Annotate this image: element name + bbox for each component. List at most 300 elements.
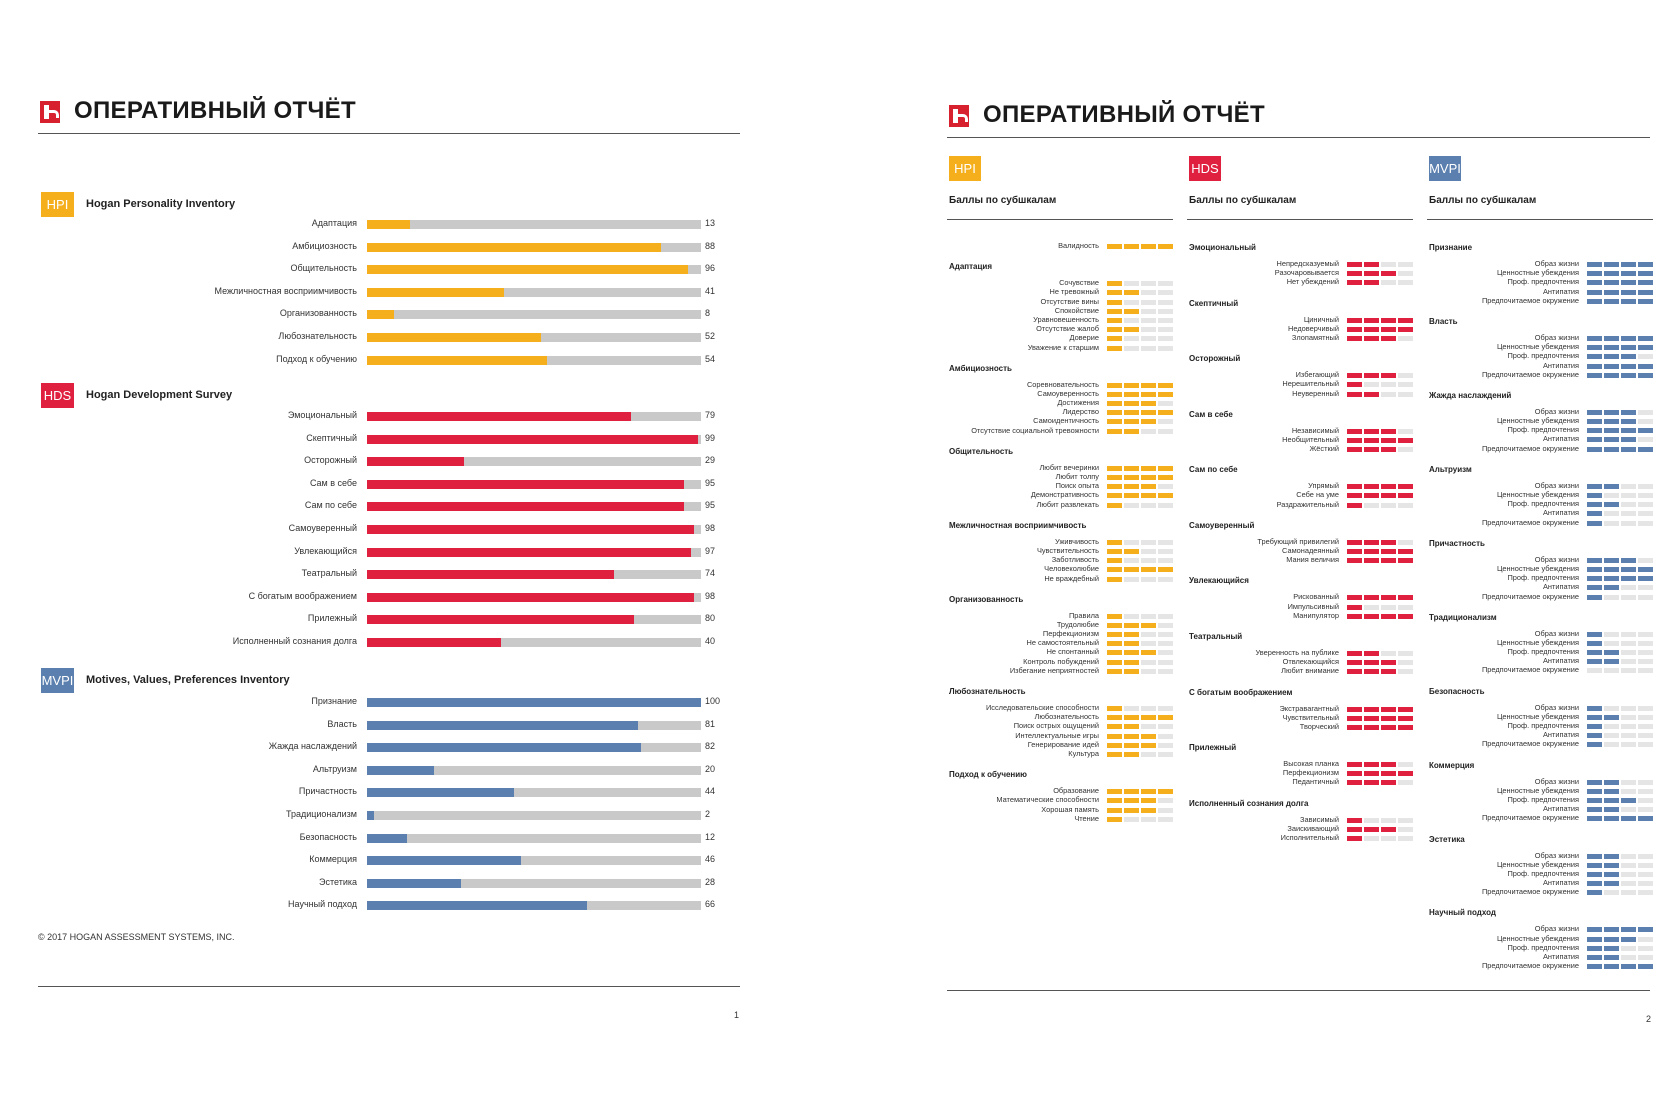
score-segment: [1381, 503, 1396, 508]
column-subtitle: Баллы по субшкалам: [1189, 195, 1297, 206]
subscale-group: [1187, 631, 1413, 677]
subscale-segments: [1587, 364, 1653, 369]
page-number: 2: [1646, 1014, 1652, 1024]
subscale-label: Чтение: [1074, 813, 1099, 823]
subscale-group: [1427, 390, 1653, 454]
scale-label: Жажда наслаждений: [268, 741, 357, 752]
score-segment: [1398, 716, 1413, 721]
score-segment: [1621, 410, 1636, 415]
score-segment: [1604, 863, 1619, 868]
score-segment: [1141, 669, 1156, 674]
subscale-row: [1427, 426, 1653, 435]
scale-row: [38, 521, 740, 537]
subscale-segments: [1347, 614, 1413, 619]
copyright: © 2017 HOGAN ASSESSMENT SYSTEMS, INC.: [38, 932, 235, 942]
scale-bar-fill: [367, 356, 547, 365]
score-segment: [1638, 373, 1653, 378]
score-segment: [1124, 706, 1139, 711]
scale-label: Исполненный сознания долга: [232, 636, 357, 646]
score-segment: [1587, 668, 1602, 673]
subscale-segments: [1587, 336, 1653, 341]
subscale-label: Себе на уме: [1296, 490, 1339, 500]
score-segment: [1587, 946, 1602, 951]
score-segment: [1621, 290, 1636, 295]
score-segment: [1124, 484, 1139, 489]
scale-label: Эмоциональный: [287, 410, 357, 420]
subscale-segments: [1347, 336, 1413, 341]
score-segment: [1604, 447, 1619, 452]
score-segment: [1621, 419, 1636, 424]
subscale-list: [1187, 242, 1413, 853]
score-segment: [1638, 641, 1653, 646]
score-segment: [1158, 798, 1173, 803]
score-segment: [1364, 447, 1379, 452]
scale-label: Традиционализм: [285, 809, 357, 819]
scale-bar-track: [367, 502, 701, 511]
score-segment: [1604, 345, 1619, 350]
score-segment: [1638, 955, 1653, 960]
subscale-row: [1187, 612, 1413, 621]
score-segment: [1398, 614, 1413, 619]
score-segment: [1124, 309, 1139, 314]
score-segment: [1638, 419, 1653, 424]
score-segment: [1621, 890, 1636, 895]
subscale-label: Высокая планка: [1283, 759, 1339, 769]
score-segment: [1141, 540, 1156, 545]
subscale-row: [1427, 371, 1653, 380]
score-segment: [1398, 336, 1413, 341]
subscale-label: Отсутствие вины: [1040, 296, 1099, 306]
score-segment: [1364, 558, 1379, 563]
subscale-segments: [1107, 650, 1173, 655]
score-segment: [1141, 752, 1156, 757]
scale-label: Коммерция: [309, 854, 357, 865]
score-segment: [1364, 373, 1379, 378]
subscale-segments: [1347, 392, 1413, 397]
score-segment: [1621, 271, 1636, 276]
score-segment: [1638, 576, 1653, 581]
score-segment: [1107, 383, 1122, 388]
score-segment: [1587, 937, 1602, 942]
score-segment: [1124, 392, 1139, 397]
scale-value: 97: [705, 545, 716, 556]
score-segment: [1621, 816, 1636, 821]
page-header: [38, 93, 740, 134]
score-segment: [1347, 540, 1362, 545]
subscale-row: [947, 242, 1173, 251]
subscale-segments: [1107, 632, 1173, 637]
score-segment: [1347, 762, 1362, 767]
subscale-label: Проф. предпочтения: [1507, 868, 1579, 878]
score-segment: [1347, 558, 1362, 563]
subscale-group-title: Исполненный сознания долга: [1189, 798, 1309, 808]
score-segment: [1587, 706, 1602, 711]
score-segment: [1604, 650, 1619, 655]
subscale-row: [1187, 501, 1413, 510]
scale-value: 79: [705, 410, 716, 420]
score-segment: [1124, 789, 1139, 794]
score-segment: [1381, 725, 1396, 730]
subscale-group-title: Осторожный: [1189, 354, 1241, 364]
score-segment: [1621, 502, 1636, 507]
subscale-group: [1187, 242, 1413, 288]
score-segment: [1621, 354, 1636, 359]
scale-bar-fill: [367, 698, 701, 707]
score-segment: [1621, 789, 1636, 794]
scale-label: Альтруизм: [312, 763, 357, 774]
scale-bar-track: [367, 811, 701, 820]
score-segment: [1141, 734, 1156, 739]
section-badge: HDS: [41, 383, 74, 408]
subscale-segments: [1587, 428, 1653, 433]
subscale-label: Непредсказуемый: [1276, 259, 1339, 268]
subscale-segments: [1107, 817, 1173, 822]
score-segment: [1141, 706, 1156, 711]
subscale-label: Предпочитаемое окружение: [1481, 517, 1579, 527]
subscale-segments: [1587, 280, 1653, 285]
score-segment: [1638, 447, 1653, 452]
score-segment: [1621, 558, 1636, 563]
subscale-label: Избегание неприятностей: [1009, 665, 1099, 675]
score-segment: [1141, 300, 1156, 305]
score-segment: [1638, 863, 1653, 868]
subscale-segments: [1587, 373, 1653, 378]
score-segment: [1124, 290, 1139, 295]
subscale-label: Проф. предпочтения: [1507, 942, 1579, 952]
score-segment: [1124, 623, 1139, 628]
score-segment: [1124, 429, 1139, 434]
score-segment: [1398, 373, 1413, 378]
score-segment: [1124, 669, 1139, 674]
score-segment: [1124, 558, 1139, 563]
subscale-group-title: Эмоциональный: [1189, 243, 1256, 252]
score-segment: [1158, 503, 1173, 508]
score-segment: [1587, 502, 1602, 507]
subscale-row: [1427, 740, 1653, 749]
score-segment: [1141, 244, 1156, 249]
score-segment: [1364, 595, 1379, 600]
score-segment: [1398, 595, 1413, 600]
score-segment: [1621, 955, 1636, 960]
subscale-segments: [1587, 706, 1653, 711]
scale-bar-fill: [367, 525, 694, 534]
subscale-label: Манипулятор: [1293, 610, 1339, 620]
scale-label: Театральный: [301, 568, 357, 579]
scale-bar-fill: [367, 220, 410, 229]
subscale-label: Лидерство: [1062, 407, 1099, 417]
score-segment: [1158, 419, 1173, 424]
subscale-label: Самоидентичность: [1033, 416, 1099, 426]
score-segment: [1124, 318, 1139, 323]
scale-value: 41: [705, 285, 716, 296]
score-segment: [1364, 280, 1379, 285]
score-segment: [1398, 836, 1413, 841]
subscale-row: [1427, 870, 1653, 879]
score-segment: [1587, 724, 1602, 729]
subscale-label: Образ жизни: [1534, 554, 1579, 564]
score-segment: [1347, 707, 1362, 712]
subscale-label: Проф. предпочтения: [1507, 499, 1579, 509]
subscale-group-title: Сам по себе: [1189, 465, 1238, 475]
subscale-label: Правила: [1068, 610, 1099, 620]
subscale-label: Образ жизни: [1534, 776, 1579, 786]
subscale-segments: [1587, 558, 1653, 563]
scale-label: Признание: [311, 696, 357, 706]
score-segment: [1604, 558, 1619, 563]
subscale-group-title: Традиционализм: [1429, 612, 1497, 622]
score-segment: [1124, 724, 1139, 729]
score-segment: [1124, 493, 1139, 498]
scale-bar-fill: [367, 856, 521, 865]
subscale-row: [1427, 278, 1653, 287]
score-segment: [1347, 429, 1362, 434]
score-segment: [1604, 521, 1619, 526]
score-segment: [1158, 641, 1173, 646]
subscale-label: Образ жизни: [1534, 924, 1579, 934]
score-segment: [1107, 567, 1122, 572]
subscale-segments: [1587, 511, 1653, 516]
score-segment: [1364, 392, 1379, 397]
scale-bar-track: [367, 310, 701, 319]
score-segment: [1604, 271, 1619, 276]
score-segment: [1364, 669, 1379, 674]
scale-label: Причастность: [298, 786, 357, 797]
subscale-label: Уравновешенность: [1033, 314, 1099, 324]
score-segment: [1621, 659, 1636, 664]
score-segment: [1124, 410, 1139, 415]
score-segment: [1638, 271, 1653, 276]
score-segment: [1124, 752, 1139, 757]
score-segment: [1381, 614, 1396, 619]
score-segment: [1638, 964, 1653, 969]
subscale-segments: [1107, 614, 1173, 619]
score-segment: [1398, 447, 1413, 452]
subscale-segments: [1107, 244, 1173, 249]
score-segment: [1621, 807, 1636, 812]
score-segment: [1587, 271, 1602, 276]
subscale-label: Любит толпу: [1055, 472, 1099, 481]
score-segment: [1398, 651, 1413, 656]
scale-row: [38, 352, 740, 368]
subscale-segments: [1107, 327, 1173, 332]
subscale-label: Нерешительный: [1282, 379, 1339, 389]
score-segment: [1347, 780, 1362, 785]
scale-bar-fill: [367, 593, 694, 602]
score-segment: [1141, 577, 1156, 582]
score-segment: [1364, 707, 1379, 712]
subscale-segments: [1587, 632, 1653, 637]
column-rule: [1187, 219, 1413, 220]
score-segment: [1638, 502, 1653, 507]
scale-row: [38, 852, 740, 868]
score-segment: [1638, 299, 1653, 304]
score-segment: [1107, 743, 1122, 748]
score-segment: [1347, 318, 1362, 323]
score-segment: [1638, 798, 1653, 803]
subscale-group: [1187, 409, 1413, 455]
score-segment: [1604, 854, 1619, 859]
subscale-group: [947, 363, 1173, 436]
scale-bar-fill: [367, 615, 634, 624]
score-segment: [1347, 262, 1362, 267]
subscale-label: Исследовательские способности: [985, 703, 1099, 712]
score-segment: [1638, 364, 1653, 369]
subscale-segments: [1587, 798, 1653, 803]
subscale-label: Предпочитаемое окружение: [1481, 961, 1579, 971]
score-segment: [1347, 327, 1362, 332]
subscale-label: Рискованный: [1293, 592, 1339, 602]
score-segment: [1158, 724, 1173, 729]
scale-label: С богатым воображением: [248, 590, 357, 601]
score-segment: [1587, 955, 1602, 960]
score-segment: [1398, 271, 1413, 276]
subscale-row: [1427, 574, 1653, 583]
subscale-group-title: Межличностная восприимчивость: [949, 520, 1087, 530]
subscale-row: [1187, 445, 1413, 454]
score-segment: [1107, 789, 1122, 794]
scale-label: Увлекающийся: [294, 545, 357, 556]
subscale-segments: [1587, 807, 1653, 812]
subscale-row: [947, 344, 1173, 353]
score-segment: [1381, 818, 1396, 823]
subscale-label: Антипатия: [1543, 656, 1579, 666]
score-segment: [1124, 577, 1139, 582]
subscale-group-title: Любознательность: [949, 687, 1026, 696]
subscale-segments: [1107, 641, 1173, 646]
subscale-segments: [1107, 419, 1173, 424]
score-segment: [1141, 383, 1156, 388]
scale-row: [38, 408, 740, 424]
score-segment: [1621, 428, 1636, 433]
score-segment: [1638, 724, 1653, 729]
score-segment: [1141, 327, 1156, 332]
score-segment: [1604, 937, 1619, 942]
subscale-segments: [1587, 659, 1653, 664]
scale-bar-fill: [367, 265, 688, 274]
subscale-segments: [1347, 549, 1413, 554]
scale-bar-fill: [367, 570, 614, 579]
score-segment: [1107, 798, 1122, 803]
subscale-label: Ценностные убеждения: [1496, 342, 1579, 352]
score-segment: [1638, 595, 1653, 600]
score-segment: [1107, 281, 1122, 286]
subscale-segments: [1347, 660, 1413, 665]
score-segment: [1107, 817, 1122, 822]
subscale-row: [947, 750, 1173, 759]
subscale-row: [1427, 297, 1653, 306]
page-number: 1: [734, 1010, 740, 1020]
subscale-row: [947, 575, 1173, 584]
subscale-label: Ценностные убеждения: [1496, 268, 1579, 278]
score-segment: [1587, 807, 1602, 812]
score-segment: [1587, 715, 1602, 720]
subscale-group-title: Общительность: [949, 446, 1014, 456]
subscale-label: Предпочитаемое окружение: [1481, 739, 1579, 749]
score-segment: [1124, 383, 1139, 388]
score-segment: [1638, 262, 1653, 267]
score-segment: [1364, 503, 1379, 508]
score-segment: [1398, 771, 1413, 776]
subscale-segments: [1587, 345, 1653, 350]
score-segment: [1364, 771, 1379, 776]
score-segment: [1604, 410, 1619, 415]
score-segment: [1381, 605, 1396, 610]
subscale-label: Недоверчивый: [1288, 323, 1339, 333]
score-segment: [1604, 585, 1619, 590]
subscale-label: Чувствительный: [1282, 712, 1339, 722]
subscale-group: [1427, 538, 1653, 602]
subscale-segments: [1107, 734, 1173, 739]
subscale-label: Заискивающий: [1287, 823, 1339, 833]
subscale-row: [1427, 593, 1653, 602]
score-segment: [1158, 300, 1173, 305]
column-subtitle: Баллы по субшкалам: [949, 195, 1057, 206]
score-segment: [1381, 373, 1396, 378]
subscale-label: Антипатия: [1543, 434, 1579, 444]
score-segment: [1107, 493, 1122, 498]
score-segment: [1141, 808, 1156, 813]
score-segment: [1381, 280, 1396, 285]
score-segment: [1604, 502, 1619, 507]
score-segment: [1587, 789, 1602, 794]
subscale-row: [1187, 556, 1413, 565]
subscale-segments: [1347, 438, 1413, 443]
subscale-group: [1427, 834, 1653, 898]
score-segment: [1107, 734, 1122, 739]
score-segment: [1587, 881, 1602, 886]
subscale-group: [1427, 760, 1653, 824]
score-segment: [1621, 336, 1636, 341]
score-segment: [1604, 280, 1619, 285]
subscale-label: Контроль побуждений: [1023, 656, 1099, 666]
subscale-label: Проф. предпочтения: [1507, 573, 1579, 583]
scale-bar-track: [367, 480, 701, 489]
score-segment: [1621, 493, 1636, 498]
scale-label: Адаптация: [311, 218, 357, 228]
subscale-label: Не враждебный: [1044, 573, 1099, 583]
scale-bar-track: [367, 525, 701, 534]
scale-label: Скептичный: [306, 432, 357, 443]
subscale-segments: [1107, 300, 1173, 305]
subscale-row: [1187, 436, 1413, 445]
scale-bar-track: [367, 615, 701, 624]
subscale-segments: [1107, 808, 1173, 813]
score-segment: [1638, 816, 1653, 821]
subscale-group: [1427, 316, 1653, 380]
subscale-label: Антипатия: [1543, 286, 1579, 296]
scale-label: Научный подход: [288, 899, 357, 910]
score-segment: [1398, 540, 1413, 545]
subscale-segments: [1587, 576, 1653, 581]
score-segment: [1604, 872, 1619, 877]
subscale-segments: [1107, 752, 1173, 757]
score-segment: [1381, 262, 1396, 267]
scale-row: [38, 589, 740, 605]
score-segment: [1604, 373, 1619, 378]
score-segment: [1107, 558, 1122, 563]
score-segment: [1364, 484, 1379, 489]
score-segment: [1638, 742, 1653, 747]
score-segment: [1621, 299, 1636, 304]
subscale-group: [947, 769, 1173, 824]
score-segment: [1381, 484, 1396, 489]
score-segment: [1107, 808, 1122, 813]
score-segment: [1381, 707, 1396, 712]
subscale-segments: [1107, 724, 1173, 729]
score-segment: [1604, 890, 1619, 895]
subscale-label: Независимый: [1291, 425, 1339, 435]
subscale-row: [1427, 648, 1653, 657]
